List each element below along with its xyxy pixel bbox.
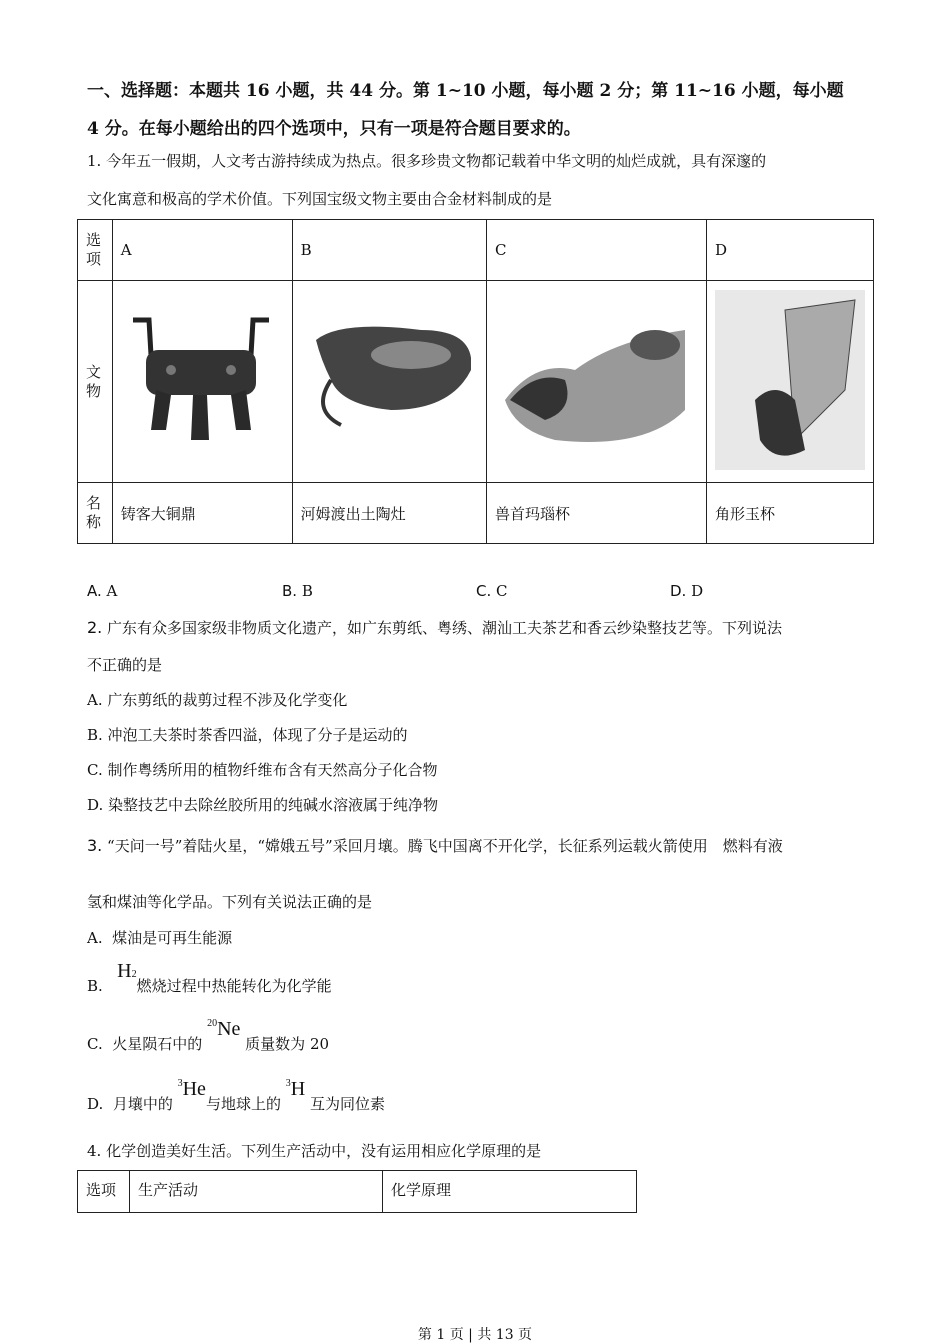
q3-text: “天问一号”着陆火星，“嫦娥五号”采回月壤。腾飞中国离不开化学，长征系列运载火箭使用 燃料有液 <box>107 837 783 855</box>
q1-choice-d[interactable] <box>670 582 703 600</box>
formula-h3 <box>286 1078 305 1100</box>
row-header-name: 名称 <box>78 483 113 544</box>
choice-text: 煤油是可再生能源 <box>112 929 233 947</box>
section-header-line2: 4 分。在每小题给出的四个选项中，只有一项是符合题目要求的。 <box>87 119 581 139</box>
q3-choice-d[interactable] <box>87 1078 385 1115</box>
formula-he3 <box>178 1078 206 1100</box>
formula-ne20 <box>207 1018 240 1040</box>
q2-choice-d[interactable]: D. 染整技艺中去除丝胶所用的纯碱水溶液属于纯净物 <box>87 796 439 814</box>
choice-label: D. <box>87 1095 104 1113</box>
artifact-image-pottery-stove <box>292 281 486 483</box>
row-header-artifact: 文物 <box>78 281 113 483</box>
formula-symbol: H <box>117 960 132 982</box>
formula-symbol: H <box>290 1078 306 1100</box>
col-b: B <box>292 220 486 281</box>
q3-line2: 氢和煤油等化学品。下列有关说法正确的是 <box>87 893 373 911</box>
mass-number: 3 <box>285 1078 291 1089</box>
choice-text: 互为同位素 <box>309 1095 385 1113</box>
q1-line1: 1. 今年五一假期，人文考古游持续成为热点。很多珍贵文物都记载着中华文明的灿烂成就，具有深邃的 <box>87 152 767 170</box>
choice-label: C. <box>87 1035 103 1053</box>
choice-letter: A. <box>87 582 102 600</box>
q2-text: 广东有众多国家级非物质文化遗产，如广东剪纸、粤绣、潮汕工夫茶艺和香云纱染整技艺等。下列说法 <box>107 619 783 637</box>
formula-symbol: He <box>182 1078 206 1100</box>
mass-number: 3 <box>177 1078 183 1089</box>
choice-text: A <box>106 582 118 600</box>
artifact-image-bronze-ding <box>112 281 292 483</box>
name-c: 兽首玛瑙杯 <box>486 483 706 544</box>
formula-subscript: 2 <box>131 969 137 980</box>
formula-symbol: Ne <box>217 1018 241 1040</box>
artifact-image-jade-cup <box>707 281 874 483</box>
choice-letter: D. <box>670 582 687 600</box>
name-b: 河姆渡出土陶灶 <box>292 483 486 544</box>
q1-line2: 文化寓意和极高的学术价值。下列国宝级文物主要由合金材料制成的是 <box>87 190 553 208</box>
choice-text: 火星陨石中的 <box>112 1035 203 1053</box>
q4-header-principle: 化学原理 <box>383 1171 637 1213</box>
choice-text: 质量数为 20 <box>245 1035 330 1053</box>
choice-text: 燃烧过程中热能转化为化学能 <box>136 977 332 995</box>
choice-label: A. <box>87 929 103 947</box>
formula-h2 <box>117 960 136 982</box>
q4-text: 4. 化学创造美好生活。下列生产活动中，没有运用相应化学原理的是 <box>87 1142 542 1160</box>
name-d: 角形玉杯 <box>707 483 874 544</box>
choice-label: B. <box>87 977 103 995</box>
q1-table <box>77 219 874 544</box>
q3-choice-a[interactable] <box>87 927 232 948</box>
q1-choice-c[interactable] <box>476 582 508 600</box>
q3-choice-c[interactable] <box>87 1018 330 1055</box>
mass-number: 20 <box>207 1018 218 1029</box>
q4-header-option: 选项 <box>78 1171 130 1213</box>
choice-text: D <box>691 582 704 600</box>
q2-choice-a[interactable]: A. 广东剪纸的裁剪过程不涉及化学变化 <box>87 691 348 709</box>
section-header-line1: 一、选择题：本题共 16 小题，共 44 分。第 1~10 小题，每小题 2 分；第 11~16 小题，每小题 <box>87 81 844 101</box>
q3-choice-b[interactable] <box>87 960 332 997</box>
q3-line1 <box>87 835 783 856</box>
choice-letter: C. <box>476 582 492 600</box>
q2-line2: 不正确的是 <box>87 656 163 674</box>
choice-text: 与地球上的 <box>205 1095 281 1113</box>
choice-letter: B. <box>282 582 298 600</box>
choice-text: 月壤中的 <box>112 1095 173 1113</box>
q4-header-activity: 生产活动 <box>130 1171 383 1213</box>
row-header-option: 选项 <box>78 220 113 281</box>
q4-table <box>77 1170 637 1213</box>
page-footer: 第 1 页 | 共 13 页 <box>417 1327 533 1343</box>
name-a: 铸客大铜鼎 <box>112 483 292 544</box>
choice-text: B <box>301 582 313 600</box>
q3-number: 3. <box>87 836 103 855</box>
col-c: C <box>486 220 706 281</box>
choice-text: C <box>496 582 508 600</box>
q2-line1 <box>87 617 782 638</box>
col-a: A <box>112 220 292 281</box>
q2-choice-c[interactable]: C. 制作粤绣所用的植物纤维布含有天然高分子化合物 <box>87 761 438 779</box>
q2-number: 2. <box>87 618 103 637</box>
q1-choice-a[interactable] <box>87 582 117 600</box>
artifact-image-agate-cup <box>486 281 706 483</box>
q2-choice-b[interactable]: B. 冲泡工夫茶时茶香四溢，体现了分子是运动的 <box>87 726 408 744</box>
q1-choice-b[interactable] <box>282 582 313 600</box>
col-d: D <box>707 220 874 281</box>
